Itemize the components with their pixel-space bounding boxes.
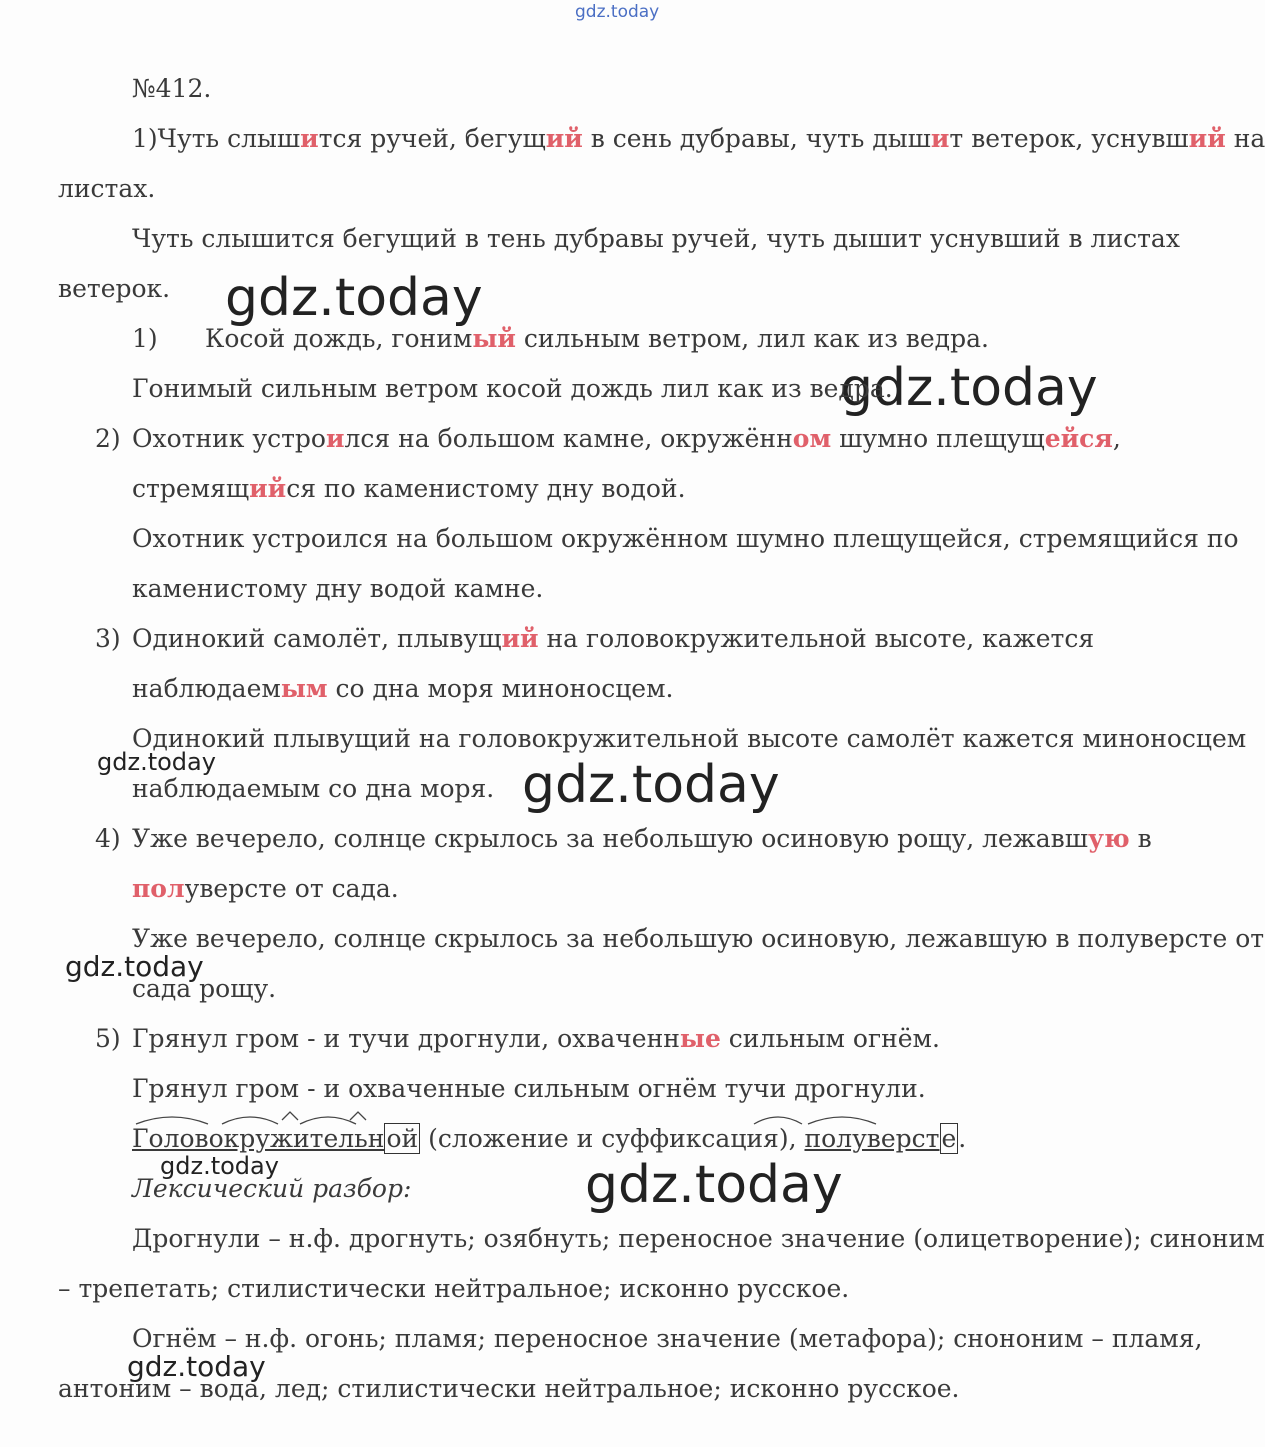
watermark: gdz.today — [225, 268, 483, 328]
text-line: Уже вечерело, солнце скрылось за небольшую осиновую, лежавшую в полуверсте от — [132, 924, 1265, 953]
task-number: №412. — [132, 74, 212, 103]
watermark: gdz.today — [160, 1152, 279, 1180]
list-number: 3) — [95, 624, 121, 653]
watermark: gdz.today — [65, 950, 204, 983]
watermark: gdz.today — [522, 755, 780, 815]
text-line: Головокружительной (сложение и суффиксация), полуверсте. — [132, 1124, 967, 1153]
text-line: сада рощу. — [132, 974, 277, 1003]
text-line: Огнём – н.ф. огонь; пламя; переносное значение (метафора); снононим – пламя, — [132, 1324, 1203, 1353]
list-number: 2) — [95, 424, 121, 453]
text-line: наблюдаемым со дна моря миноносцем. — [132, 674, 674, 703]
text-line: Одинокий плывущий на головокружительной высоте самолёт кажется миноносцем — [132, 724, 1247, 753]
text-line: Охотник устроился на большом окружённом шумно плещущейся, стремящийся по — [132, 524, 1239, 553]
list-number: 5) — [95, 1024, 121, 1053]
watermark: gdz.today — [840, 358, 1098, 418]
text-line: Дрогнули – н.ф. дрогнуть; озябнуть; переносное значение (олицетворение); синоним — [132, 1224, 1265, 1253]
text-line: каменистому дну водой камне. — [132, 574, 544, 603]
section-heading: Лексический разбор: — [132, 1174, 412, 1203]
text-line: Уже вечерело, солнце скрылось за небольшую осиновую рощу, лежавшую в — [132, 824, 1152, 853]
text-line: Косой дождь, гонимый сильным ветром, лил как из ведра. — [205, 324, 989, 353]
text-line: Одинокий самолёт, плывущий на головокружительной высоте, кажется — [132, 624, 1095, 653]
watermark: gdz.today — [97, 748, 216, 776]
text-line: стремящийся по каменистому дну водой. — [132, 474, 686, 503]
watermark-top: gdz.today — [575, 2, 660, 22]
text-line: наблюдаемым со дна моря. — [132, 774, 495, 803]
text-line: ветерок. — [58, 274, 171, 303]
text-line: антоним – вода, лед; стилистически нейтральное; исконно русское. — [58, 1374, 960, 1403]
text-line: листах. — [58, 174, 156, 203]
text-line: Грянул гром - и охваченные сильным огнём тучи дрогнули. — [132, 1074, 926, 1103]
watermark: gdz.today — [127, 1350, 266, 1383]
text-line: Охотник устроился на большом камне, окружённом шумно плещущейся, — [132, 424, 1121, 453]
list-number: 1) — [132, 324, 158, 353]
text-line: – трепетать; стилистически нейтральное; исконно русское. — [58, 1274, 850, 1303]
text-line: 1)Чуть слышится ручей, бегущий в сень дубравы, чуть дышит ветерок, уснувший на — [132, 124, 1265, 153]
text-line: Грянул гром - и тучи дрогнули, охваченные сильным огнём. — [132, 1024, 940, 1053]
text-line: полуверсте от сада. — [132, 874, 399, 903]
watermark: gdz.today — [585, 1155, 843, 1215]
list-number: 4) — [95, 824, 121, 853]
text-line: Чуть слышится бегущий в тень дубравы ручей, чуть дышит уснувший в листах — [132, 224, 1180, 253]
text-line: Гонимый сильным ветром косой дождь лил как из ведра. — [132, 374, 893, 403]
